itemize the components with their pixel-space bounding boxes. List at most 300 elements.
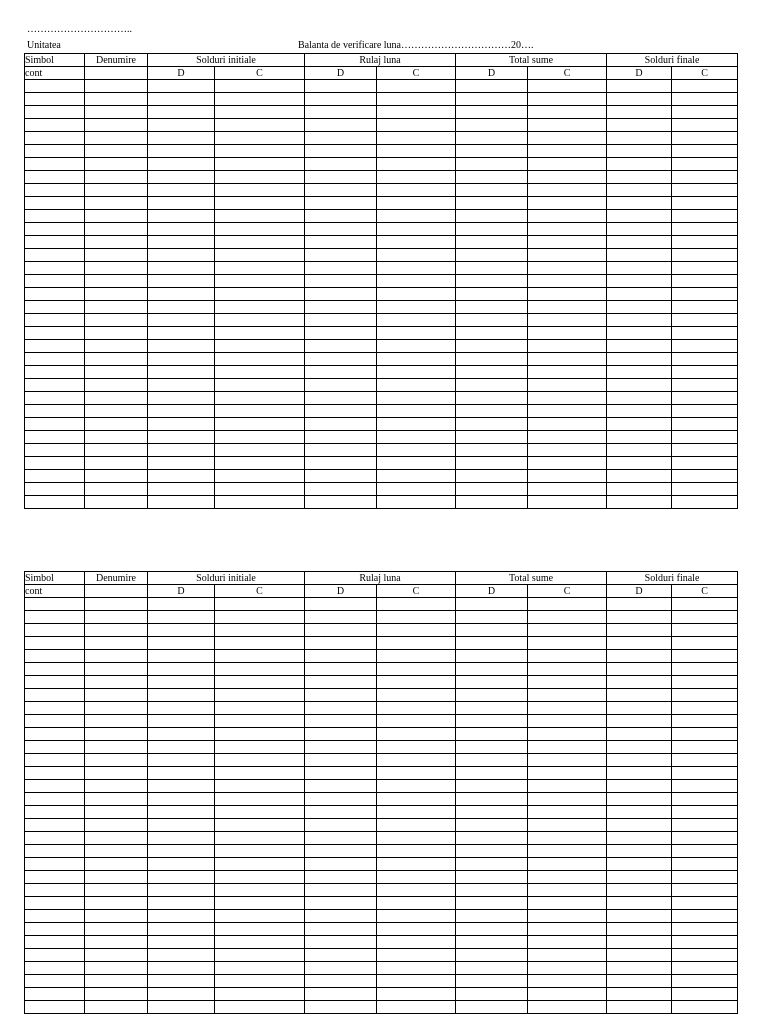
table-cell — [607, 715, 672, 728]
table-cell — [607, 624, 672, 637]
table-row — [25, 119, 738, 132]
table-row — [25, 158, 738, 171]
table-cell — [25, 728, 85, 741]
table-cell — [25, 418, 85, 431]
table-cell — [456, 741, 528, 754]
table-cell — [25, 457, 85, 470]
table-cell — [672, 689, 738, 702]
table-cell — [305, 819, 377, 832]
table-cell — [25, 676, 85, 689]
table-cell — [456, 962, 528, 975]
table-cell — [672, 327, 738, 340]
table-cell — [305, 288, 377, 301]
table-cell — [305, 715, 377, 728]
table-cell — [215, 145, 305, 158]
table-cell — [528, 962, 607, 975]
table-cell — [215, 949, 305, 962]
table-cell — [25, 611, 85, 624]
table-row — [25, 457, 738, 470]
table-cell — [85, 405, 148, 418]
table-cell — [305, 624, 377, 637]
table-cell — [215, 171, 305, 184]
table-cell — [25, 210, 85, 223]
table-cell — [456, 249, 528, 262]
table-cell — [215, 119, 305, 132]
table-cell — [215, 301, 305, 314]
table-cell — [148, 845, 215, 858]
table-cell — [377, 340, 456, 353]
table-cell — [215, 975, 305, 988]
table-cell — [528, 884, 607, 897]
table-cell — [215, 702, 305, 715]
table-cell — [528, 405, 607, 418]
table-cell — [672, 806, 738, 819]
table-row — [25, 171, 738, 184]
table-cell — [528, 314, 607, 327]
table-cell — [672, 611, 738, 624]
table-row — [25, 444, 738, 457]
table-cell — [215, 275, 305, 288]
table-cell — [377, 379, 456, 392]
table-cell — [607, 483, 672, 496]
table-cell — [305, 702, 377, 715]
table-cell — [377, 897, 456, 910]
table-cell — [215, 962, 305, 975]
table-cell — [528, 975, 607, 988]
table-cell — [25, 184, 85, 197]
table-cell — [148, 431, 215, 444]
table-row — [25, 366, 738, 379]
table-cell — [528, 910, 607, 923]
table-cell — [672, 119, 738, 132]
table-cell — [607, 897, 672, 910]
table-cell — [377, 793, 456, 806]
table-cell — [215, 637, 305, 650]
table-cell — [25, 806, 85, 819]
table-cell — [148, 210, 215, 223]
table-cell — [25, 650, 85, 663]
table-cell — [148, 496, 215, 509]
table-cell — [456, 780, 528, 793]
table-cell — [377, 871, 456, 884]
table-cell — [528, 106, 607, 119]
table-cell — [25, 702, 85, 715]
table-cell — [305, 832, 377, 845]
table-cell — [456, 767, 528, 780]
debit-header: D — [148, 67, 215, 80]
table-cell — [377, 327, 456, 340]
table-cell — [456, 611, 528, 624]
table-row — [25, 845, 738, 858]
table-cell — [607, 158, 672, 171]
table-cell — [528, 897, 607, 910]
table-cell — [672, 444, 738, 457]
table-cell — [305, 988, 377, 1001]
table-cell — [377, 405, 456, 418]
table-cell — [25, 158, 85, 171]
table-cell — [607, 936, 672, 949]
table-cell — [672, 301, 738, 314]
unit-name-placeholder: ………………………….. — [27, 24, 132, 35]
table-cell — [377, 496, 456, 509]
ledger-table-2 — [24, 571, 738, 1014]
table-cell — [607, 949, 672, 962]
table-cell — [607, 832, 672, 845]
table-cell — [528, 93, 607, 106]
table-cell — [377, 1001, 456, 1014]
table-cell — [528, 171, 607, 184]
table-cell — [528, 858, 607, 871]
table-cell — [25, 663, 85, 676]
table-row — [25, 637, 738, 650]
table-cell — [305, 949, 377, 962]
table-cell — [85, 949, 148, 962]
table-cell — [528, 741, 607, 754]
table-cell — [305, 1001, 377, 1014]
table-cell — [148, 444, 215, 457]
table-cell — [456, 132, 528, 145]
table-cell — [528, 80, 607, 93]
table-cell — [85, 262, 148, 275]
table-cell — [377, 197, 456, 210]
table-cell — [607, 923, 672, 936]
table-cell — [148, 741, 215, 754]
table-cell — [607, 457, 672, 470]
table-cell — [85, 184, 148, 197]
table-cell — [25, 936, 85, 949]
table-cell — [377, 754, 456, 767]
table-cell — [607, 249, 672, 262]
table-cell — [25, 366, 85, 379]
table-cell — [25, 431, 85, 444]
table-cell — [148, 754, 215, 767]
table-cell — [148, 871, 215, 884]
table-cell — [215, 728, 305, 741]
table-cell — [456, 793, 528, 806]
table-cell — [528, 431, 607, 444]
table-cell — [85, 884, 148, 897]
table-cell — [148, 80, 215, 93]
table-cell — [607, 392, 672, 405]
table-cell — [456, 702, 528, 715]
ledger-body — [25, 598, 738, 1014]
table-cell — [85, 702, 148, 715]
group-solduri-initiale: Solduri initiale — [148, 54, 305, 67]
group-total-sume: Total sume — [456, 572, 607, 585]
table-cell — [305, 470, 377, 483]
table-cell — [148, 1001, 215, 1014]
table-cell — [528, 210, 607, 223]
table-row — [25, 780, 738, 793]
table-cell — [85, 392, 148, 405]
table-cell — [305, 171, 377, 184]
table-cell — [305, 418, 377, 431]
table-cell — [377, 80, 456, 93]
table-row — [25, 288, 738, 301]
table-cell — [456, 405, 528, 418]
table-row — [25, 262, 738, 275]
table-cell — [528, 379, 607, 392]
table-cell — [377, 975, 456, 988]
table-cell — [377, 262, 456, 275]
table-cell — [377, 884, 456, 897]
table-cell — [528, 353, 607, 366]
table-cell — [148, 275, 215, 288]
table-cell — [607, 236, 672, 249]
table-row — [25, 754, 738, 767]
table-cell — [305, 119, 377, 132]
table-cell — [85, 611, 148, 624]
table-cell — [672, 637, 738, 650]
debit-header: D — [305, 67, 377, 80]
table-cell — [148, 611, 215, 624]
table-cell — [85, 496, 148, 509]
table-cell — [215, 767, 305, 780]
table-cell — [456, 936, 528, 949]
table-cell — [607, 819, 672, 832]
table-cell — [305, 80, 377, 93]
table-cell — [25, 379, 85, 392]
table-cell — [528, 676, 607, 689]
table-cell — [215, 689, 305, 702]
table-cell — [607, 314, 672, 327]
table-cell — [377, 715, 456, 728]
table-cell — [456, 663, 528, 676]
table-cell — [456, 470, 528, 483]
table-cell — [305, 340, 377, 353]
table-row — [25, 793, 738, 806]
table-cell — [215, 93, 305, 106]
table-row — [25, 418, 738, 431]
table-cell — [305, 457, 377, 470]
table-cell — [215, 910, 305, 923]
table-cell — [607, 637, 672, 650]
table-cell — [85, 832, 148, 845]
table-cell — [377, 288, 456, 301]
table-cell — [85, 741, 148, 754]
table-cell — [148, 663, 215, 676]
table-row — [25, 962, 738, 975]
table-cell — [215, 1001, 305, 1014]
table-cell — [85, 93, 148, 106]
table-cell — [25, 353, 85, 366]
table-cell — [377, 418, 456, 431]
table-cell — [215, 741, 305, 754]
table-cell — [148, 119, 215, 132]
table-cell — [305, 780, 377, 793]
table-cell — [672, 236, 738, 249]
table-cell — [377, 314, 456, 327]
table-cell — [528, 936, 607, 949]
table-cell — [25, 249, 85, 262]
table-cell — [607, 858, 672, 871]
table-cell — [377, 949, 456, 962]
table-cell — [215, 496, 305, 509]
table-cell — [25, 598, 85, 611]
table-cell — [672, 496, 738, 509]
table-cell — [672, 418, 738, 431]
table-row — [25, 275, 738, 288]
credit-header: C — [215, 67, 305, 80]
credit-header: C — [377, 67, 456, 80]
table-cell — [377, 275, 456, 288]
table-cell — [85, 715, 148, 728]
table-row — [25, 496, 738, 509]
table-cell — [85, 689, 148, 702]
table-row — [25, 988, 738, 1001]
table-cell — [25, 689, 85, 702]
table-cell — [456, 483, 528, 496]
table-cell — [528, 611, 607, 624]
table-cell — [607, 884, 672, 897]
table-cell — [456, 197, 528, 210]
table-cell — [377, 119, 456, 132]
table-cell — [305, 767, 377, 780]
table-cell — [25, 949, 85, 962]
table-cell — [215, 314, 305, 327]
table-cell — [215, 418, 305, 431]
table-cell — [456, 236, 528, 249]
table-cell — [456, 93, 528, 106]
table-cell — [607, 663, 672, 676]
table-row — [25, 327, 738, 340]
table-cell — [148, 470, 215, 483]
table-cell — [305, 728, 377, 741]
col-simbol-header: Simbol — [25, 572, 85, 585]
table-cell — [215, 106, 305, 119]
table-cell — [456, 379, 528, 392]
table-cell — [528, 949, 607, 962]
table-cell — [672, 340, 738, 353]
unit-label: Unitatea — [27, 40, 61, 51]
table-cell — [215, 676, 305, 689]
table-cell — [215, 663, 305, 676]
table-cell — [215, 793, 305, 806]
table-cell — [607, 197, 672, 210]
table-cell — [305, 158, 377, 171]
table-cell — [607, 793, 672, 806]
table-cell — [25, 262, 85, 275]
table-cell — [215, 405, 305, 418]
table-row — [25, 353, 738, 366]
table-cell — [528, 871, 607, 884]
table-cell — [377, 106, 456, 119]
table-cell — [85, 923, 148, 936]
table-cell — [215, 936, 305, 949]
table-cell — [528, 728, 607, 741]
table-cell — [607, 910, 672, 923]
table-cell — [607, 353, 672, 366]
table-cell — [377, 767, 456, 780]
credit-header: C — [672, 585, 738, 598]
table-row — [25, 858, 738, 871]
table-cell — [148, 949, 215, 962]
table-cell — [672, 353, 738, 366]
table-cell — [85, 223, 148, 236]
table-cell — [305, 496, 377, 509]
table-cell — [148, 93, 215, 106]
table-row — [25, 884, 738, 897]
table-cell — [305, 223, 377, 236]
table-cell — [456, 223, 528, 236]
table-cell — [607, 340, 672, 353]
col-simbol-subheader: cont — [25, 585, 85, 598]
table-cell — [148, 392, 215, 405]
table-cell — [25, 145, 85, 158]
table-cell — [672, 598, 738, 611]
table-row — [25, 715, 738, 728]
table-cell — [85, 236, 148, 249]
table-cell — [85, 663, 148, 676]
table-cell — [215, 80, 305, 93]
table-cell — [456, 637, 528, 650]
debit-header: D — [305, 585, 377, 598]
table-cell — [25, 444, 85, 457]
table-cell — [25, 897, 85, 910]
table-cell — [377, 145, 456, 158]
table-cell — [377, 806, 456, 819]
table-cell — [607, 379, 672, 392]
table-cell — [456, 676, 528, 689]
table-cell — [85, 418, 148, 431]
table-cell — [215, 210, 305, 223]
table-row — [25, 470, 738, 483]
table-row — [25, 340, 738, 353]
table-cell — [377, 650, 456, 663]
table-cell — [672, 457, 738, 470]
table-row — [25, 871, 738, 884]
table-cell — [148, 249, 215, 262]
group-total-sume: Total sume — [456, 54, 607, 67]
table-cell — [672, 93, 738, 106]
table-cell — [528, 1001, 607, 1014]
table-cell — [25, 624, 85, 637]
table-cell — [377, 611, 456, 624]
table-cell — [215, 483, 305, 496]
table-cell — [85, 301, 148, 314]
table-cell — [148, 793, 215, 806]
table-cell — [305, 611, 377, 624]
table-cell — [305, 897, 377, 910]
table-cell — [607, 598, 672, 611]
table-cell — [456, 392, 528, 405]
table-cell — [85, 444, 148, 457]
table-cell — [377, 858, 456, 871]
table-cell — [607, 275, 672, 288]
table-cell — [607, 702, 672, 715]
table-cell — [607, 405, 672, 418]
table-cell — [528, 262, 607, 275]
table-cell — [672, 392, 738, 405]
table-cell — [672, 962, 738, 975]
group-solduri-initiale: Solduri initiale — [148, 572, 305, 585]
table-cell — [377, 444, 456, 457]
table-cell — [25, 741, 85, 754]
table-cell — [305, 431, 377, 444]
table-row — [25, 741, 738, 754]
table-cell — [672, 431, 738, 444]
table-cell — [25, 845, 85, 858]
table-cell — [377, 637, 456, 650]
table-cell — [148, 327, 215, 340]
table-row — [25, 379, 738, 392]
table-cell — [85, 598, 148, 611]
table-cell — [25, 988, 85, 1001]
table-cell — [85, 314, 148, 327]
credit-header: C — [672, 67, 738, 80]
table-cell — [607, 676, 672, 689]
table-cell — [148, 650, 215, 663]
